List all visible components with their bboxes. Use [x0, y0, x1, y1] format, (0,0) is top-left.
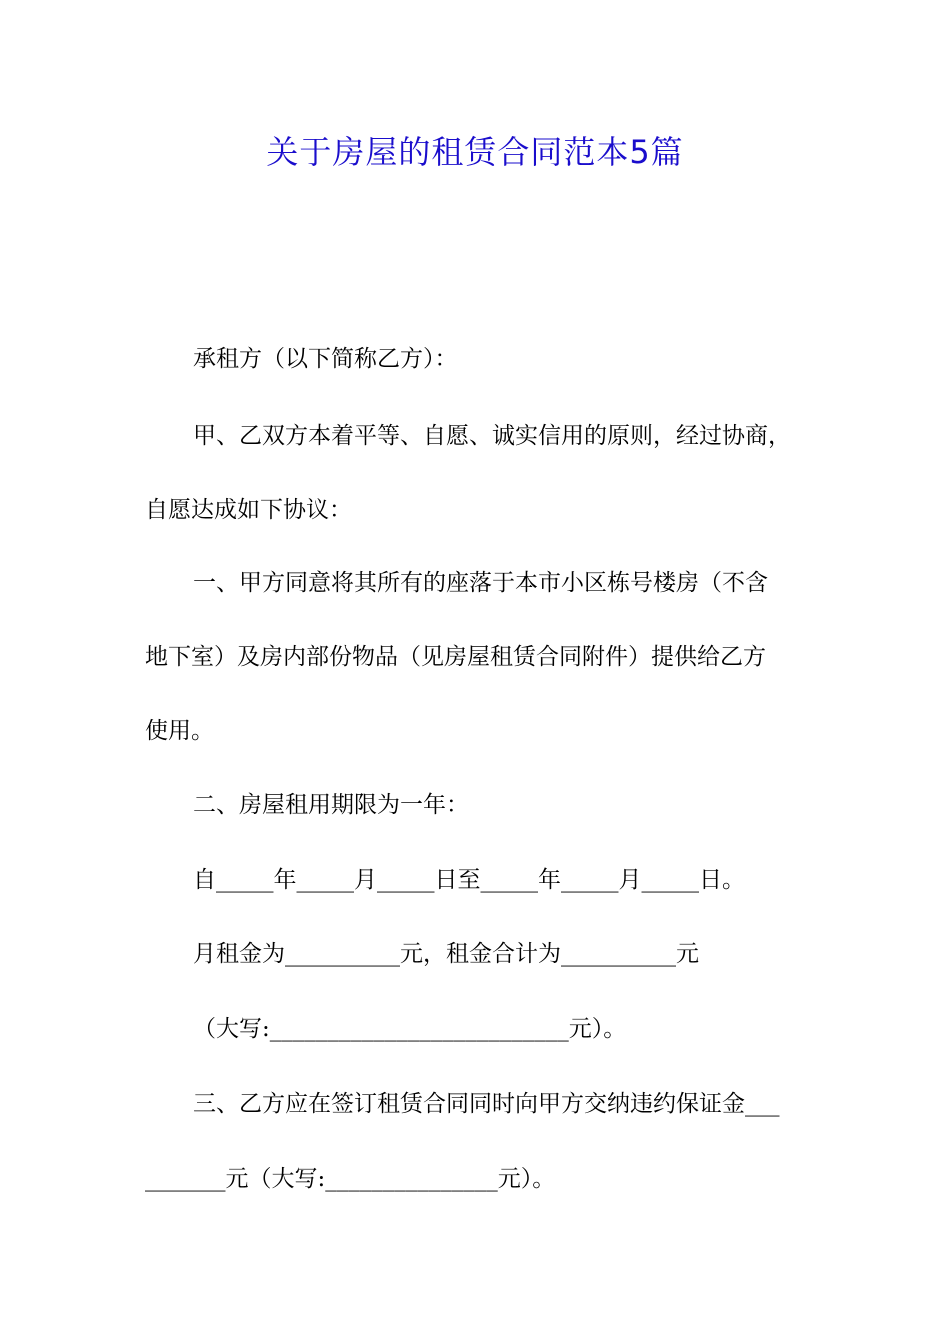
paragraph-lessee: 承租方（以下简称乙方）： — [193, 346, 458, 372]
paragraph-agreement-line-2: 自愿达成如下协议： — [145, 497, 352, 523]
clause-2-rent-amount: 月租金为__________元，租金合计为__________元 — [193, 941, 699, 967]
paragraph-agreement-line-1: 甲、乙双方本着平等、自愿、诚实信用的原则，经过协商， — [193, 423, 791, 449]
clause-1-line-3: 使用。 — [145, 718, 214, 744]
clause-1-line-1: 一、甲方同意将其所有的座落于本市小区栋号楼房（不含 — [193, 570, 768, 596]
clause-3-line-2: _______元（大写:_______________元）。 — [145, 1166, 556, 1192]
clause-2-term-dates: 自_____年_____月_____日至_____年_____月_____日。 — [193, 867, 745, 893]
document-title: 关于房屋的租赁合同范本5篇 — [266, 133, 684, 171]
clause-3-line-1: 三、乙方应在签订租赁合同同时向甲方交纳违约保证金___ — [193, 1091, 780, 1117]
clause-2-heading: 二、房屋租用期限为一年： — [193, 792, 469, 818]
clause-1-line-2: 地下室）及房内部份物品（见房屋租赁合同附件）提供给乙方 — [145, 644, 766, 670]
clause-2-rent-uppercase: （大写:__________________________元）。 — [193, 1016, 627, 1042]
